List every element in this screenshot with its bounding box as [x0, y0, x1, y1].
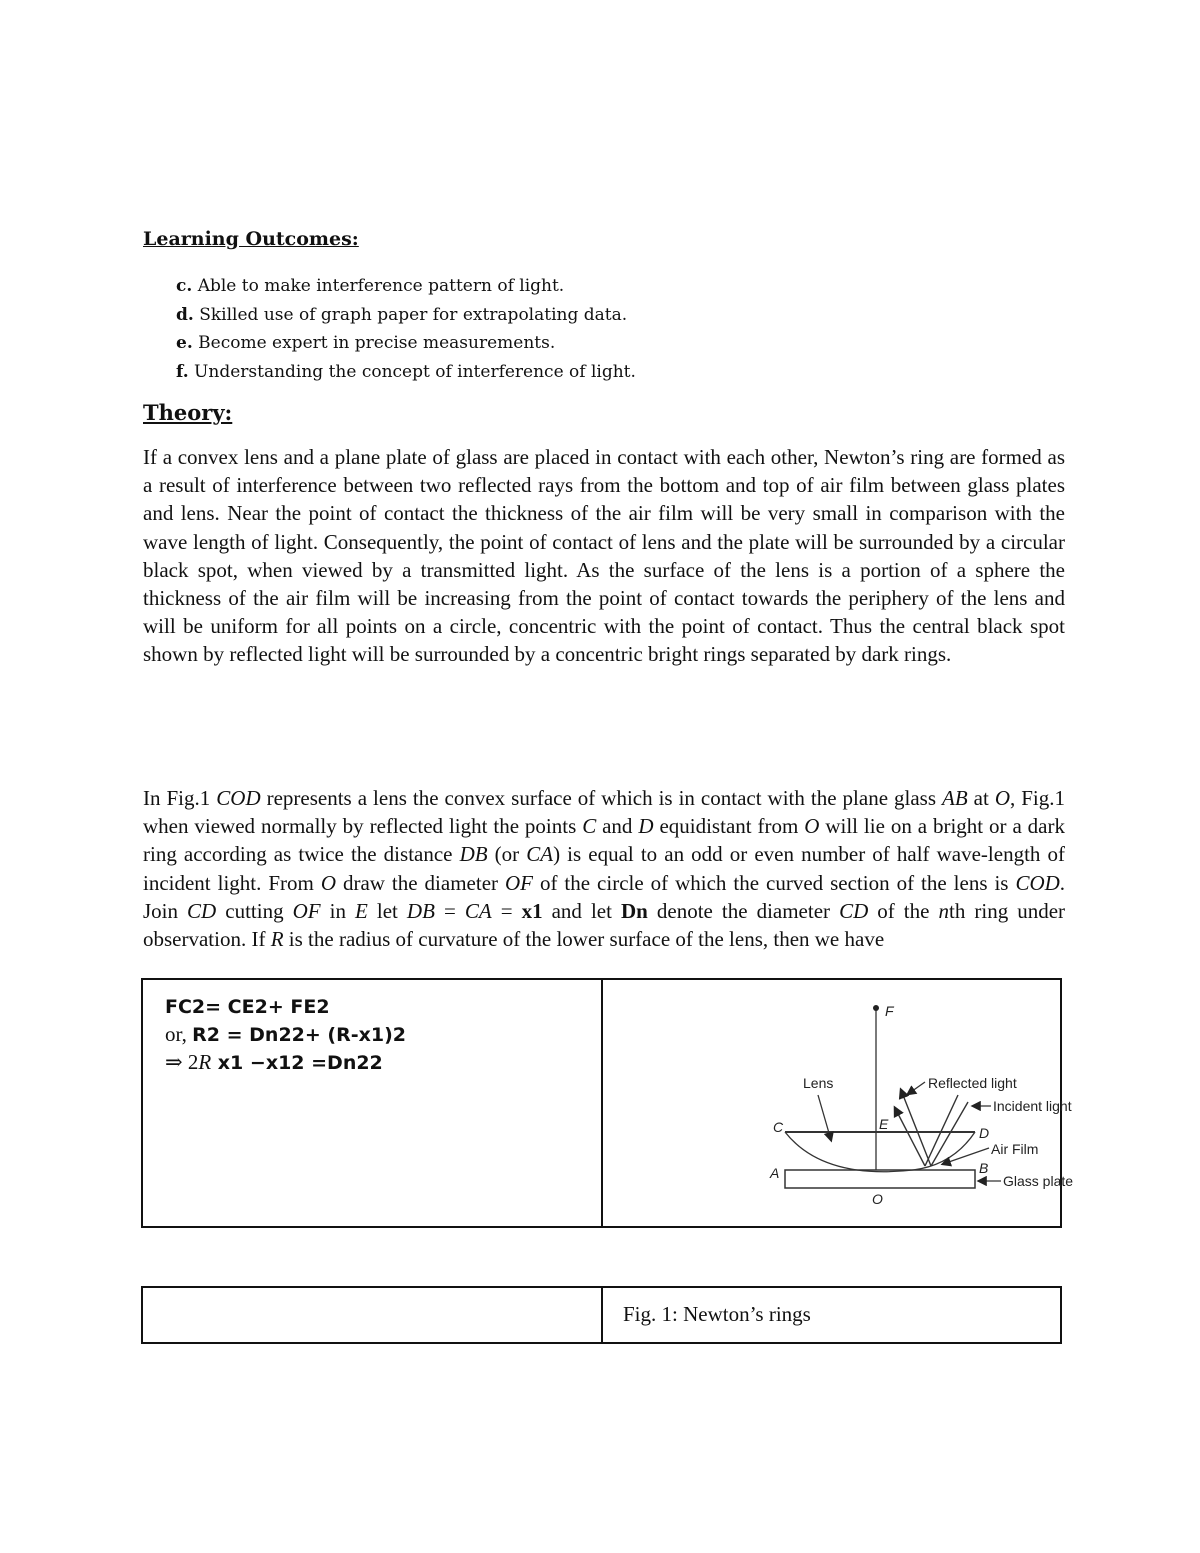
list-text: Skilled use of graph paper for extrapolating data.: [199, 304, 628, 325]
list-item: [176, 329, 636, 358]
list-item: [176, 301, 636, 330]
list-letter: e.: [176, 333, 193, 353]
label-e: E: [879, 1116, 889, 1132]
label-glass-plate: Glass plate: [1003, 1173, 1074, 1189]
list-item: [176, 358, 636, 387]
label-lens: Lens: [803, 1075, 834, 1091]
newtons-rings-diagram: [613, 990, 1074, 1220]
theory-paragraph-1: If a convex lens and a plane plate of glass are placed in contact with each other, Newton’s ring are formed as a result of interference between two reflected rays from the bottom and top of air film between glass plates and lens. Near the point of contact the thickness of the air film will be very small in comparison with the wave length of light. Consequently, the point of contact of lens and the plate will be surrounded by a circular black spot, when viewed by a transmitted light. As the surface of the lens is a portion of a sphere the thickness of the air film will be increasing from the point of contact towards the periphery of the lens and will be uniform for all points on a circle, concentric with the point of contact. Thus the central black spot shown by reflected light will be surrounded by a concentric bright rings separated by dark rings.: [143, 445, 1065, 667]
list-text: Become expert in precise measurements.: [198, 333, 556, 353]
point-f: [873, 1005, 879, 1011]
label-f: F: [885, 1003, 894, 1019]
list-text: Understanding the concept of interference of light.: [194, 361, 636, 382]
theory-heading: Theory:: [143, 400, 233, 425]
label-b: B: [979, 1160, 989, 1176]
table-divider: [601, 980, 603, 1226]
glass-plate: [785, 1170, 975, 1188]
label-incident: Incident light: [993, 1098, 1072, 1114]
label-reflected: Reflected light: [928, 1075, 1017, 1091]
equation-figure-table: [141, 978, 1074, 1228]
label-air-film: Air Film: [991, 1141, 1039, 1157]
figure-caption: Fig. 1: Newton’s rings: [623, 1302, 811, 1326]
reflected-ray-2: [895, 1108, 925, 1166]
learning-outcomes-list: [176, 272, 636, 386]
label-a: A: [770, 1165, 780, 1181]
label-d: D: [979, 1125, 990, 1141]
incident-ray-1: [931, 1102, 968, 1166]
list-letter: f.: [176, 361, 189, 382]
theory-paragraph-2: In Fig.1 COD represents a lens the convex surface of which is in contact with the plane glass AB at O, Fig.1 when viewed normally by reflected light the points C and D equidistant from O will lie on a bright or a dark ring according as twice the distance DB (or CA) is equal to an odd or even number of half wave-length of incident light. From O draw the diameter OF of the circle of which the curved section of the lens is COD. Join CD cutting OF in E let DB = CA = x1 and let Dn denote the diameter CD of the nth ring under observation. If R is the radius of curvature of the lower surface of the lens, then we have: [143, 786, 1066, 952]
equation-3: ⇒ 2R x1 −x12 =Dn22: [165, 1050, 383, 1074]
lens-pointer: [818, 1095, 831, 1140]
list-item: [176, 272, 636, 301]
list-letter: d.: [176, 304, 194, 325]
list-text: Able to make interference pattern of light.: [197, 276, 565, 296]
equation-1: FC2= CE2+ FE2: [165, 996, 330, 1018]
label-c: C: [773, 1119, 784, 1135]
learning-outcomes-heading: Learning Outcomes:: [143, 228, 359, 250]
reflected-pointer: [908, 1082, 925, 1094]
list-letter: c.: [176, 276, 193, 296]
caption-table: [141, 1286, 1062, 1344]
table-divider: [601, 1288, 603, 1342]
equation-2: or, R2 = Dn22+ (R-x1)2: [165, 1022, 407, 1046]
label-o: O: [872, 1191, 883, 1207]
